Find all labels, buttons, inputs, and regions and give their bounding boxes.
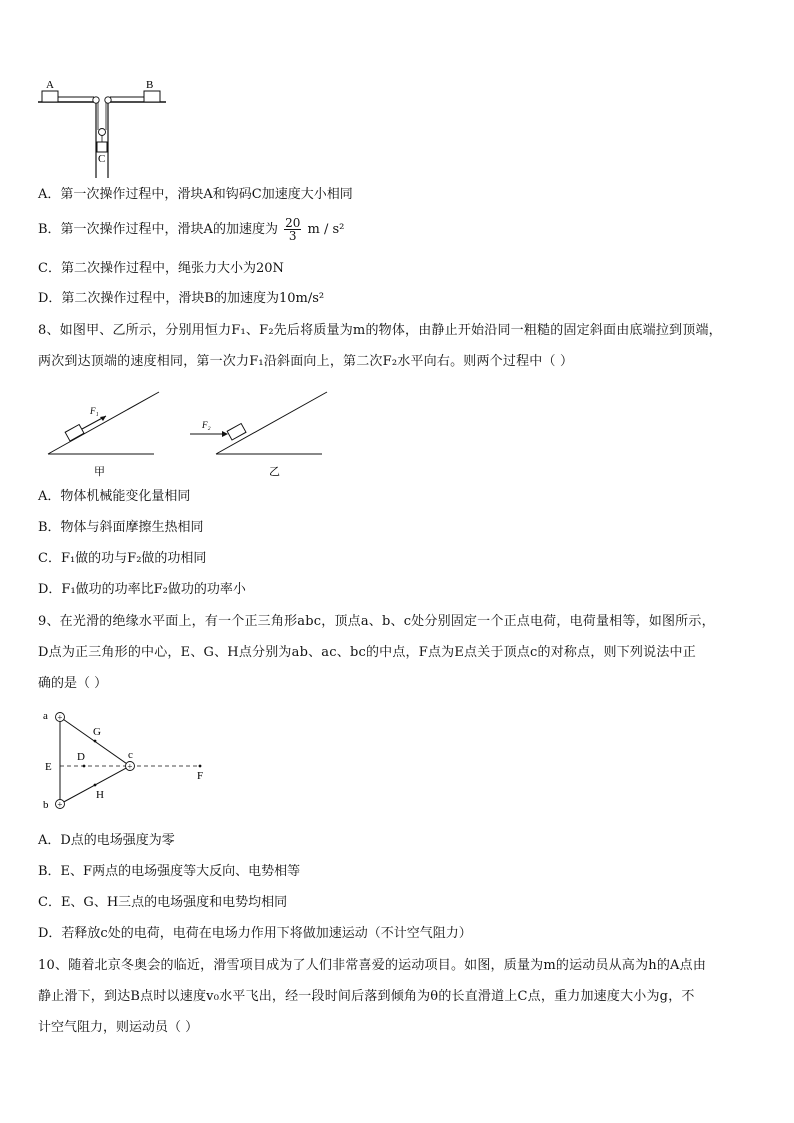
q8-option-a: A．物体机械能变化量相同: [38, 489, 191, 504]
q7-option-b-text: B．第一次操作过程中，滑块A的加速度为: [38, 222, 278, 237]
q8-stem-line-2: 两次到达顶端的速度相同，第一次力F₁沿斜面向上，第二次F₂水平向右。则两个过程中（ ）: [38, 354, 574, 369]
label-b: B: [146, 79, 154, 91]
fraction: [284, 217, 301, 242]
point-f: [199, 765, 202, 768]
q10-stem-line-3: 计空气阻力，则运动员（ ）: [38, 1020, 199, 1035]
q9-option-c: C．E、G、H三点的电场强度和电势均相同: [38, 895, 288, 910]
object-block: [227, 423, 246, 440]
label-g: G: [93, 726, 101, 738]
incline-slope: [48, 392, 159, 454]
label-f: F: [197, 770, 204, 782]
q8-stem-line-1: 8、如图甲、乙所示，分别用恒力F₁、F₂先后将质量为m的物体，由静止开始沿同一粗糙的固定斜面由底端拉到顶端，: [38, 323, 722, 338]
q9-stem-line-2: D点为正三角形的中心，E、G、H点分别为ab、ac、bc的中点，F点为E点关于顶点c的对称点，则下列说法中正: [38, 645, 696, 660]
label-f2: F₂: [202, 420, 211, 430]
q9-stem-line-1: 9、在光滑的绝缘水平面上，有一个正三角形abc，顶点a、b、c处分别固定一个正点电荷，电荷量相等，如图所示，: [38, 614, 715, 629]
point-g: [94, 740, 97, 743]
q7-option-a: A．第一次操作过程中，滑块A和钩码C加速度大小相同: [38, 187, 353, 202]
label-b: b: [43, 799, 49, 811]
fraction-numerator: 20: [285, 216, 301, 230]
fraction-denominator: 3: [288, 229, 297, 243]
q9-option-d: D．若释放c处的电荷，电荷在电场力作用下将做加速运动（不计空气阻力）: [38, 926, 472, 941]
q9-option-a: A．D点的电场强度为零: [38, 833, 175, 848]
incline-slope: [216, 392, 327, 454]
block-a: [42, 91, 58, 102]
q8-option-c: C．F₁做的功与F₂做的功相同: [38, 551, 207, 566]
incline-figure-jia: [42, 388, 172, 480]
label-c: c: [128, 749, 133, 761]
label-yi: 乙: [269, 466, 280, 478]
q8-option-b: B．物体与斜面摩擦生热相同: [38, 520, 204, 535]
q10-stem-line-1: 10、随着北京冬奥会的临近，滑雪项目成为了人们非常喜爱的运动项目。如图，质量为m的运动员从高为h的A点由: [38, 958, 707, 973]
q7-option-b: [38, 215, 344, 245]
label-f1: F₁: [90, 406, 99, 416]
label-d: D: [77, 751, 85, 763]
point-d: [83, 765, 86, 768]
block-b: [144, 91, 160, 102]
label-e: E: [45, 761, 52, 773]
pulley-figure: [36, 78, 171, 180]
q10-stem-line-2: 静止滑下，到达B点时以速度v₀水平飞出，经一段时间后落到倾角为θ的长直滑道上C点，重力加速度大小为g，不: [38, 989, 695, 1004]
q8-option-d: D．F₁做功的功率比F₂做功的功率小: [38, 582, 246, 597]
svg-text:+: +: [57, 799, 63, 810]
q7-option-c: C．第二次操作过程中，绳张力大小为20N: [38, 261, 284, 276]
hook-weight-c: [97, 142, 107, 152]
label-h: H: [96, 789, 104, 801]
triangle-charge-figure: [38, 704, 218, 814]
point-h: [94, 784, 97, 787]
incline-figure-yi: [188, 388, 333, 480]
svg-text:+: +: [127, 761, 133, 772]
q9-option-b: B．E、F两点的电场强度等大反向、电势相等: [38, 864, 301, 879]
label-a: A: [46, 79, 54, 91]
object-block: [65, 424, 84, 441]
q7-option-b-unit: m / s²: [307, 222, 345, 237]
label-jia: 甲: [94, 466, 105, 478]
moving-pulley: [99, 129, 106, 136]
label-c: C: [98, 153, 106, 165]
label-a: a: [43, 710, 48, 722]
q9-stem-line-3: 确的是（ ）: [38, 676, 108, 691]
q7-option-d: D．第二次操作过程中，滑块B的加速度为10m/s²: [38, 291, 325, 306]
svg-text:+: +: [57, 712, 63, 723]
